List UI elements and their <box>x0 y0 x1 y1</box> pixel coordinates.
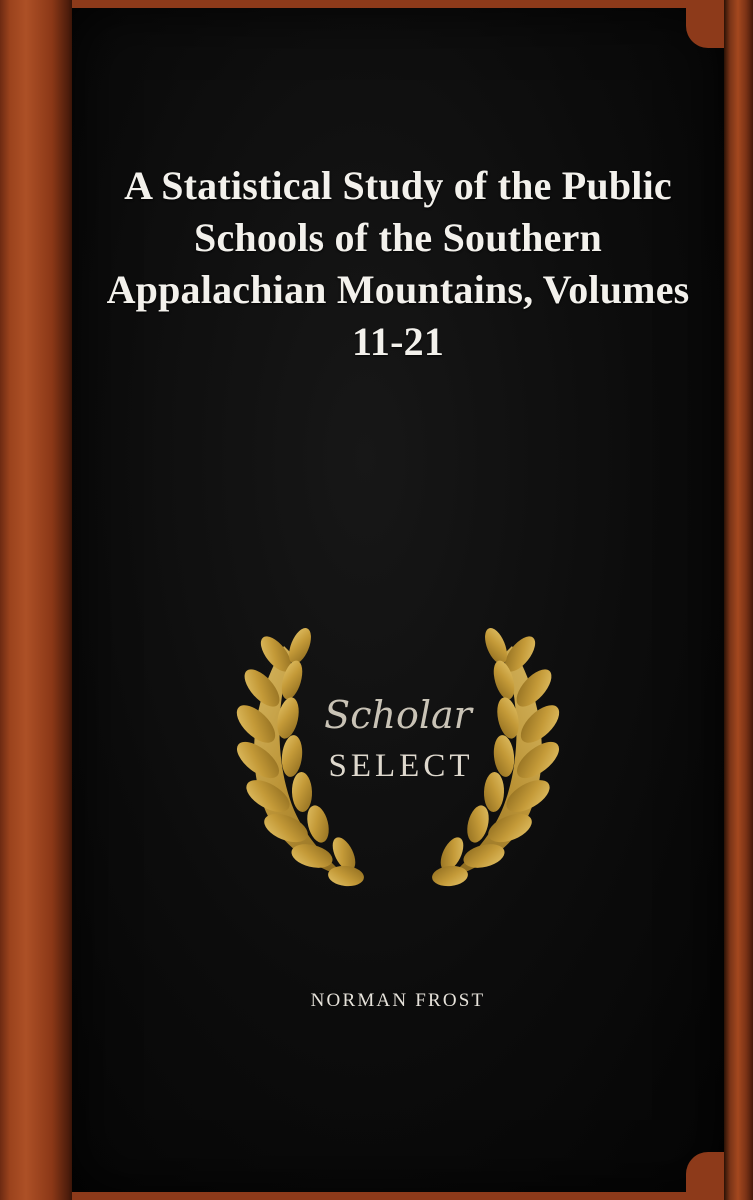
book-edge-notch-top <box>686 0 724 48</box>
book-author: NORMAN FROST <box>310 990 486 1011</box>
book-edge-notch-bottom <box>686 1152 724 1200</box>
emblem-scholar-word: Scholar <box>324 693 472 737</box>
title-block <box>72 160 724 368</box>
book-spine <box>0 0 72 1200</box>
emblem-svg <box>188 610 608 890</box>
scholar-select-emblem <box>72 600 724 900</box>
book-page-edge <box>724 0 753 1200</box>
book-title: A Statistical Study of the Public Schools of the Southern Appalachian Mountains, Volumes 11-21 <box>106 163 690 364</box>
emblem-select-word: SELECT <box>328 748 474 784</box>
